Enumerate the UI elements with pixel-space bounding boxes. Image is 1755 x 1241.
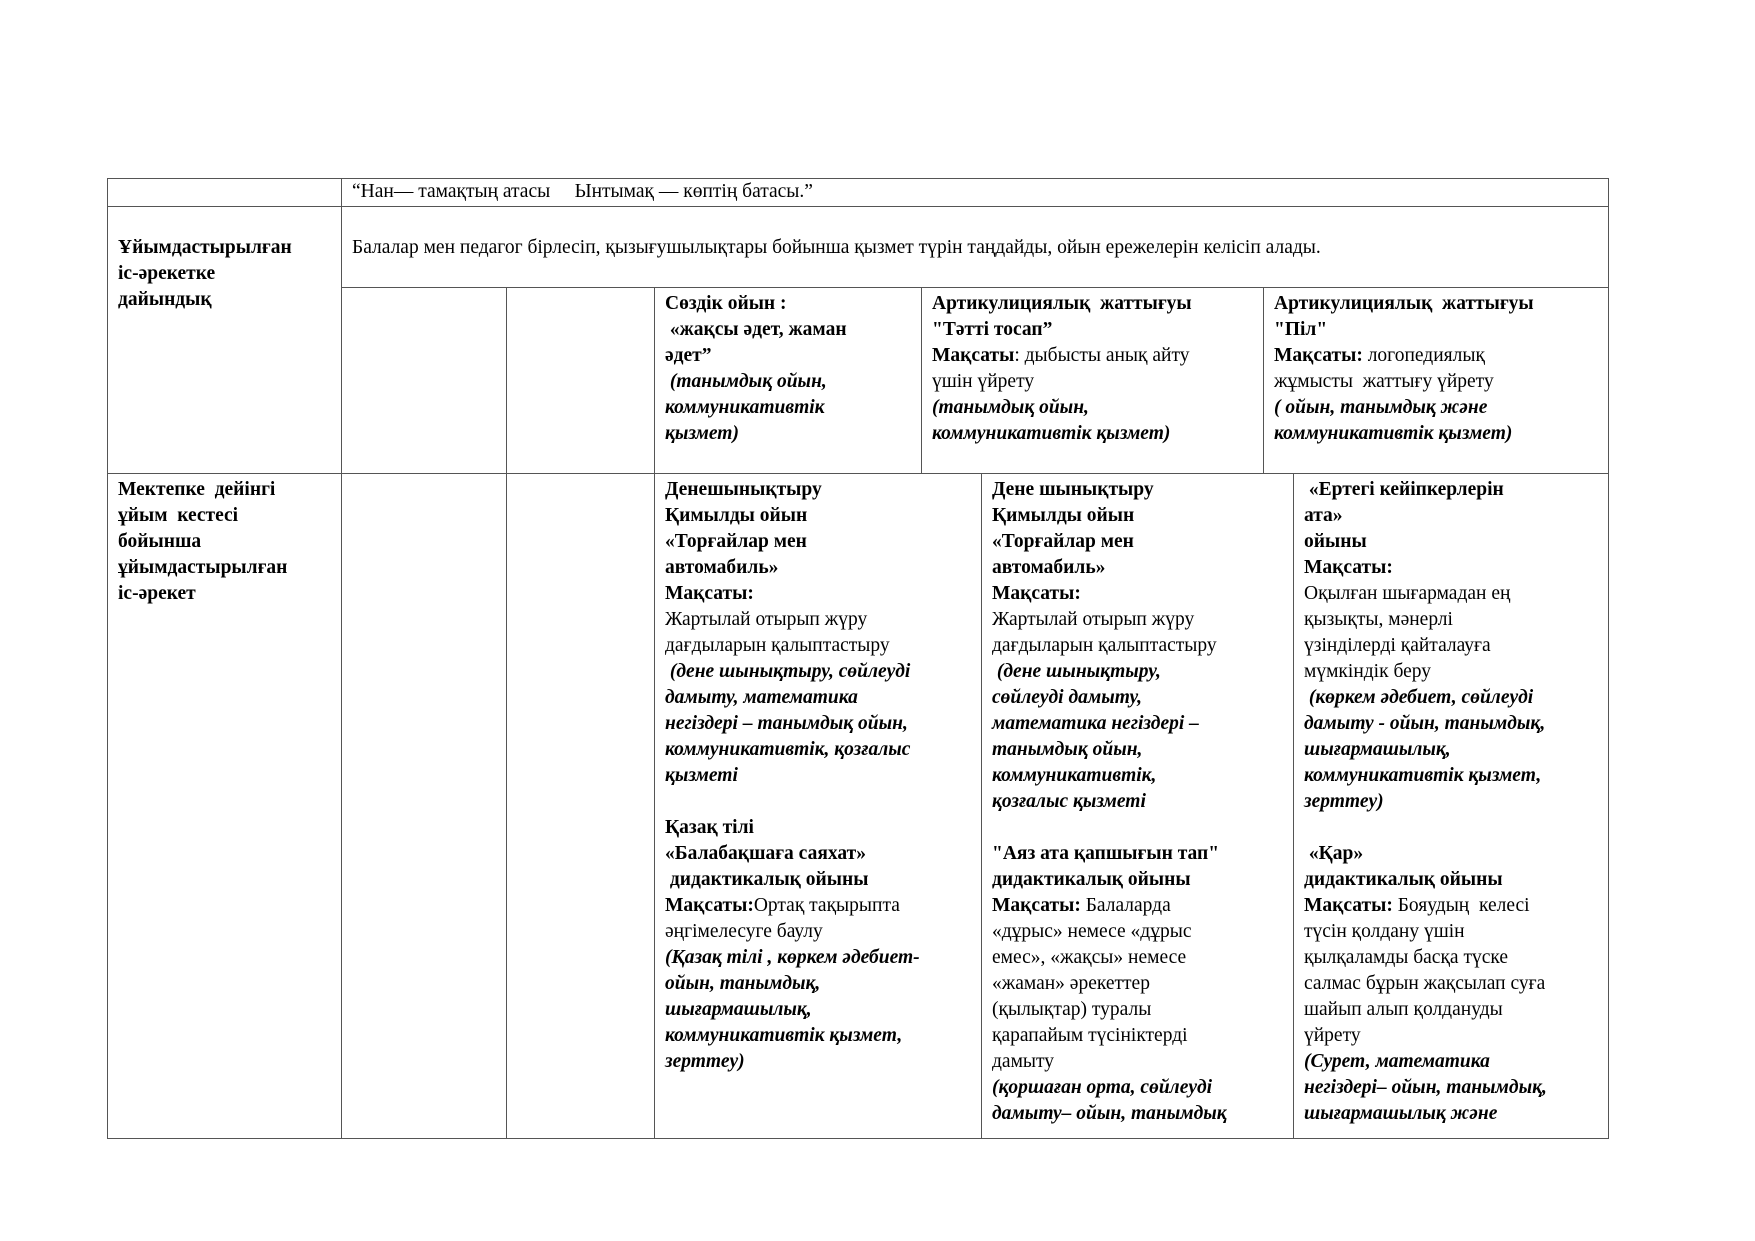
prep-activity-2: Артикулициялық жаттығуы "Тәтті тосап” Мақсаты: дыбысты анық айту үшін үйрету (танымдық ойын, коммуникативтік қызмет) — [921, 287, 1264, 474]
prep-label-cell: Ұйымдастырылған іс-әрекетке дайындық — [107, 206, 342, 474]
schedule-activity-2: Дене шынықтыру Қимылды ойын «Торғайлар мен автомабиль» Мақсаты: Жартылай отырып жүру дағдыларын қалыптастыру (дене шынықтыру, сөйлеуді дамыту, математика негіздері – танымдық ойын, коммуникативтік, қозғалыс қызметі "Аяз ата қапшығын тап" дидактикалық ойыны Мақсаты: Балаларда «дұрыс» немесе «дұрыс емес», «жақсы» немесе «жаман» әрекеттер (қылықтар) туралы қарапайым түсініктерді дамыту (қоршаған орта, сөйлеуді дамыту– ойын, танымдық — [981, 473, 1294, 1139]
prep-empty-cell-2 — [506, 287, 655, 474]
prep-activity-1: Сөздік ойын : «жақсы әдет, жаман әдет” (танымдық ойын, коммуникативтік қызмет) — [654, 287, 922, 474]
schedule-empty-cell-2 — [506, 473, 655, 1139]
prep-text: Балалар мен педагог бірлесіп, қызығушылықтары бойынша қызмет түрін таңдайды, ойын ережелерін келісіп алады. — [352, 237, 1321, 258]
schedule-empty-cell-1 — [341, 473, 507, 1139]
schedule-label-cell: Мектепке дейінгі ұйым кестесі бойынша ұйымдастырылған іс-әрекет — [107, 473, 342, 1139]
schedule-activity-1: Денешынықтыру Қимылды ойын «Торғайлар мен автомабиль» Мақсаты: Жартылай отырып жүру дағдыларын қалыптастыру (дене шынықтыру, сөйлеуді дамыту, математика негіздері – танымдық ойын, коммуникативтік, қозғалыс қызметі Қазақ тілі «Балабақшаға саяхат» дидактикалық ойыны Мақсаты:Ортақ тақырыпта әңгімелесуге баулу (Қазақ тілі , көркем әдебиет- ойын, танымдық, шығармашылық, коммуникативтік қызмет, зерттеу) — [654, 473, 982, 1139]
proverb-text: “Нан— тамақтың атасы Ынтымақ — көптің батасы.” — [352, 181, 813, 202]
proverb-cell — [341, 178, 1609, 207]
prep-text-cell — [341, 206, 1609, 288]
schedule-activity-3: «Ертегі кейіпкерлерін ата» ойыны Мақсаты: Оқылған шығармадан ең қызықты, мәнерлі үзінділерді қайталауға мүмкіндік беру (көркем әдебиет, сөйлеуді дамыту - ойын, танымдық, шығармашылық, коммуникативтік қызмет, зерттеу) «Қар» дидактикалық ойыны Мақсаты: Бояудың келесі түсін қолдану үшін қылқаламды басқа түске салмас бұрын жақсылап суға шайып алып қолдануды үйрету (Сурет, математика негіздері– ойын, танымдық, шығармашылық және — [1293, 473, 1609, 1139]
prep-empty-cell-1 — [341, 287, 507, 474]
header-empty-cell — [107, 178, 342, 207]
prep-activity-3: Артикулициялық жаттығуы "Піл" Мақсаты: логопедиялық жұмысты жаттығу үйрету ( ойын, танымдық және коммуникативтік қызмет) — [1263, 287, 1609, 474]
